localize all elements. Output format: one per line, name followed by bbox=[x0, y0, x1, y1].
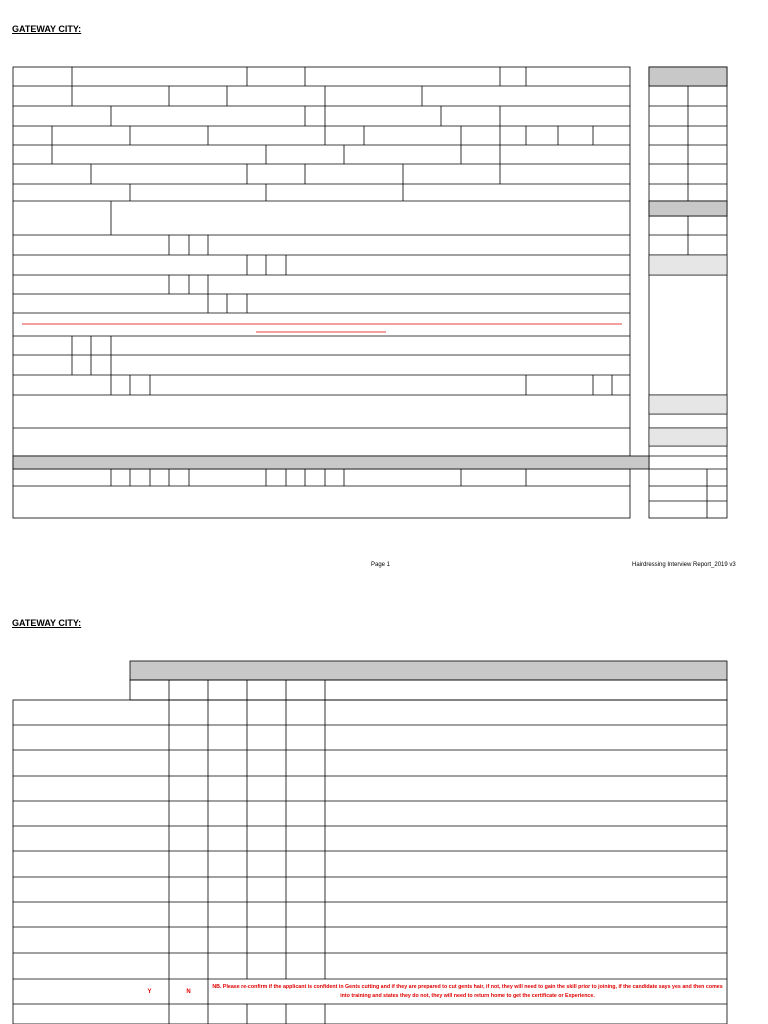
side-header-light-2 bbox=[649, 395, 727, 414]
page1-heading: GATEWAY CITY: bbox=[12, 24, 82, 34]
section-band-grey bbox=[13, 456, 649, 469]
side-header-light-1 bbox=[649, 255, 727, 275]
page-number: Page 1 bbox=[371, 562, 391, 568]
side-header-mid bbox=[649, 201, 727, 216]
skills-table bbox=[13, 680, 727, 1024]
no-label: N bbox=[186, 988, 191, 995]
page2-heading: GATEWAY CITY: bbox=[12, 618, 82, 628]
side-header-top bbox=[649, 67, 727, 86]
side-header-light-3 bbox=[649, 428, 727, 446]
skills-header-band bbox=[130, 661, 727, 680]
main-form-frame bbox=[13, 67, 630, 518]
gents-cutting-note: NB. Please re-confirm if the applicant is confident in Gents cutting and if they are prepared to cut gents hair, if not, they will need to gain the skill prior to joining, if the candidate says yes and then comes into training and states they do not, they will need to return home to get the certificate or Experience. bbox=[212, 983, 723, 999]
document-reference: Hairdressing Interview Report_2019 v3 bbox=[632, 562, 736, 568]
yes-label: Y bbox=[147, 988, 152, 995]
